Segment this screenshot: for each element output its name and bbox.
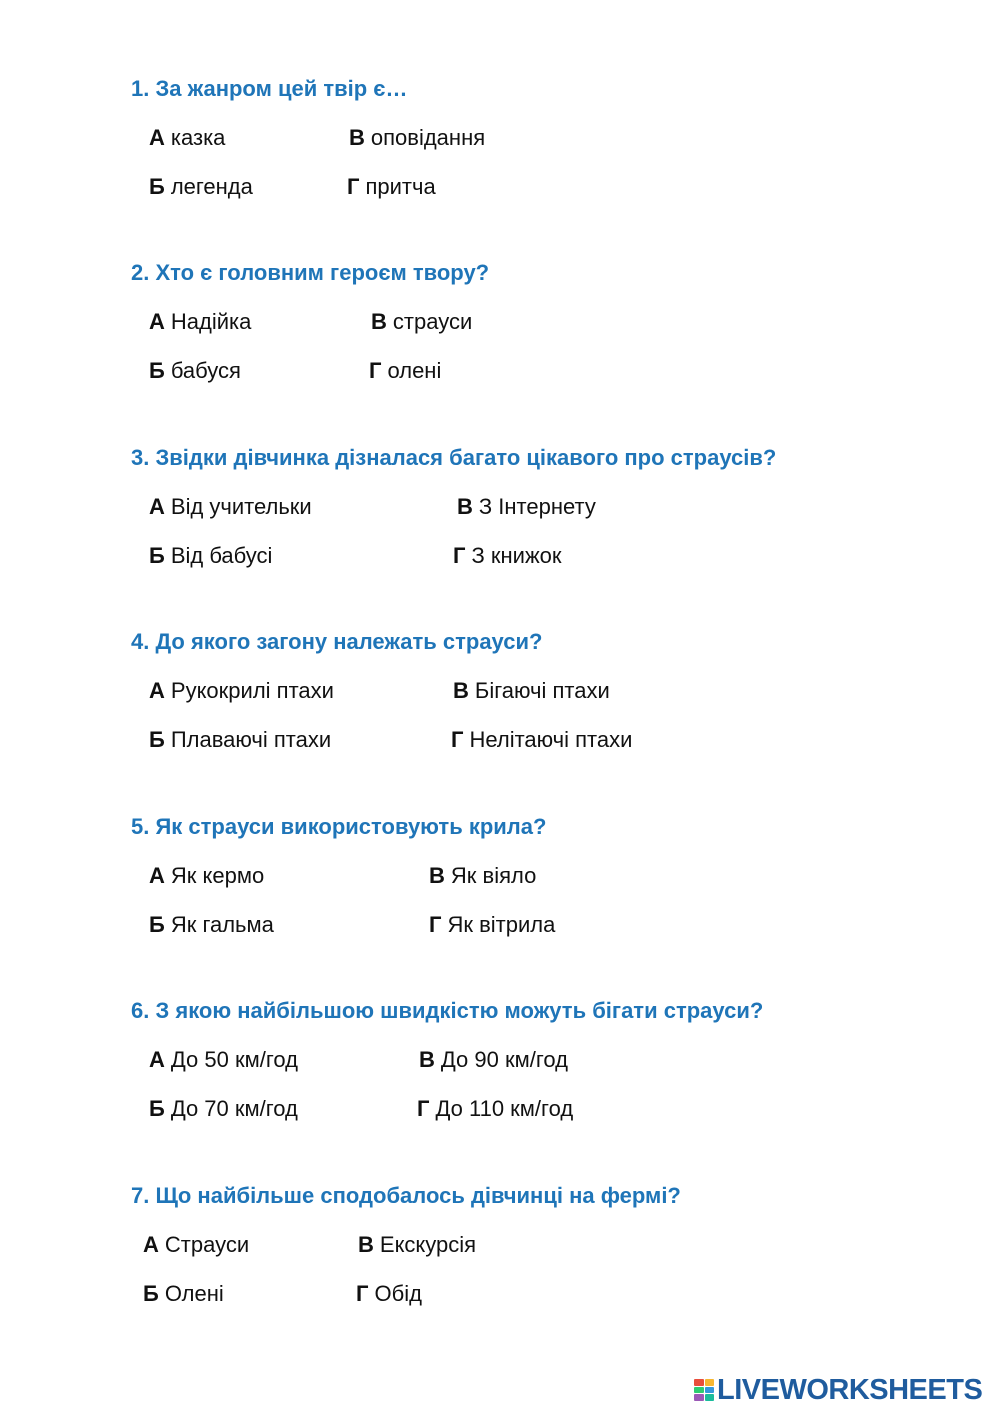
option-text: бабуся: [170, 358, 241, 383]
option-letter: Г: [347, 174, 360, 199]
option-text: Як гальма: [170, 912, 274, 937]
question-7: [131, 1182, 951, 1306]
option-text: До 110 км/год: [435, 1096, 574, 1121]
option-letter: А: [143, 1232, 159, 1257]
option-text: Бігаючі птахи: [474, 678, 610, 703]
option-text: Страуси: [164, 1232, 250, 1257]
option-letter: В: [453, 678, 469, 703]
option-a[interactable]: [149, 493, 312, 521]
option-text: З книжок: [471, 543, 562, 568]
option-text: Нелітаючі птахи: [469, 727, 633, 752]
option-text: олені: [387, 358, 442, 383]
option-text: З Інтернету: [478, 494, 596, 519]
option-a[interactable]: [149, 1046, 298, 1074]
option-letter: А: [149, 1047, 165, 1072]
option-a[interactable]: [149, 124, 225, 152]
option-letter: Г: [369, 358, 382, 383]
option-a[interactable]: [149, 677, 334, 705]
question-title: 4. До якого загону належать страуси?: [131, 629, 543, 654]
option-letter: Г: [429, 912, 442, 937]
option-letter: Б: [149, 174, 165, 199]
option-letter: В: [429, 863, 445, 888]
option-text: Обід: [374, 1281, 422, 1306]
option-g[interactable]: [356, 1280, 422, 1308]
option-letter: А: [149, 494, 165, 519]
option-b[interactable]: [149, 357, 241, 385]
option-letter: Б: [149, 727, 165, 752]
option-text: Олені: [164, 1281, 224, 1306]
option-letter: В: [419, 1047, 435, 1072]
option-a[interactable]: [143, 1231, 249, 1259]
option-letter: В: [349, 125, 365, 150]
option-g[interactable]: [429, 911, 555, 939]
option-text: Плаваючі птахи: [170, 727, 332, 752]
option-b[interactable]: [149, 173, 253, 201]
option-letter: А: [149, 309, 165, 334]
option-text: Надійка: [170, 309, 252, 334]
option-text: страуси: [392, 309, 473, 334]
question-2: [131, 259, 951, 383]
option-letter: В: [358, 1232, 374, 1257]
option-text: До 90 км/год: [440, 1047, 568, 1072]
option-v[interactable]: [371, 308, 472, 336]
liveworksheets-logo[interactable]: [694, 1374, 982, 1406]
option-b[interactable]: [143, 1280, 224, 1308]
option-text: Як вітрила: [447, 912, 556, 937]
option-b[interactable]: [149, 1095, 298, 1123]
option-a[interactable]: [149, 862, 264, 890]
option-text: Від бабусі: [170, 543, 273, 568]
option-b[interactable]: [149, 911, 274, 939]
option-letter: Б: [149, 1096, 165, 1121]
logo-blocks-icon: [694, 1379, 714, 1401]
option-v[interactable]: [358, 1231, 476, 1259]
option-letter: А: [149, 863, 165, 888]
option-text: Як кермо: [170, 863, 265, 888]
option-v[interactable]: [453, 677, 610, 705]
question-title: 7. Що найбільше сподобалось дівчинці на фермі?: [131, 1183, 681, 1208]
option-v[interactable]: [349, 124, 485, 152]
question-6: [131, 997, 951, 1121]
option-letter: Г: [356, 1281, 369, 1306]
option-text: До 50 км/год: [170, 1047, 298, 1072]
option-a[interactable]: [149, 308, 251, 336]
option-text: Рукокрилі птахи: [170, 678, 334, 703]
question-4: [131, 628, 951, 752]
option-b[interactable]: [149, 726, 331, 754]
option-text: Від учительки: [170, 494, 312, 519]
option-letter: Г: [451, 727, 464, 752]
option-letter: Б: [149, 358, 165, 383]
question-title: 6. З якою найбільшою швидкістю можуть бігати страуси?: [131, 998, 764, 1023]
option-b[interactable]: [149, 542, 272, 570]
option-letter: В: [371, 309, 387, 334]
option-g[interactable]: [451, 726, 632, 754]
question-title: 3. Звідки дівчинка дізналася багато цікавого про страусів?: [131, 445, 777, 470]
option-g[interactable]: [417, 1095, 573, 1123]
option-g[interactable]: [347, 173, 436, 201]
option-letter: А: [149, 125, 165, 150]
option-g[interactable]: [453, 542, 562, 570]
option-letter: Б: [149, 543, 165, 568]
option-letter: А: [149, 678, 165, 703]
option-text: Як віяло: [450, 863, 537, 888]
option-g[interactable]: [369, 357, 441, 385]
question-3: [131, 444, 951, 568]
question-title: 5. Як страуси використовують крила?: [131, 814, 547, 839]
option-letter: Г: [417, 1096, 430, 1121]
option-v[interactable]: [429, 862, 536, 890]
option-letter: Б: [149, 912, 165, 937]
option-letter: В: [457, 494, 473, 519]
question-title: 2. Хто є головним героєм твору?: [131, 260, 490, 285]
option-letter: Г: [453, 543, 466, 568]
option-text: легенда: [170, 174, 253, 199]
question-5: [131, 813, 951, 937]
logo-text: LIVEWORKSHEETS: [717, 1373, 983, 1406]
question-1: [131, 75, 951, 199]
option-letter: Б: [143, 1281, 159, 1306]
option-text: казка: [170, 125, 226, 150]
option-text: До 70 км/год: [170, 1096, 298, 1121]
option-text: оповідання: [370, 125, 486, 150]
option-text: Екскурсія: [379, 1232, 477, 1257]
option-text: притча: [365, 174, 436, 199]
option-v[interactable]: [457, 493, 596, 521]
option-v[interactable]: [419, 1046, 568, 1074]
question-title: 1. За жанром цей твір є…: [131, 76, 408, 101]
